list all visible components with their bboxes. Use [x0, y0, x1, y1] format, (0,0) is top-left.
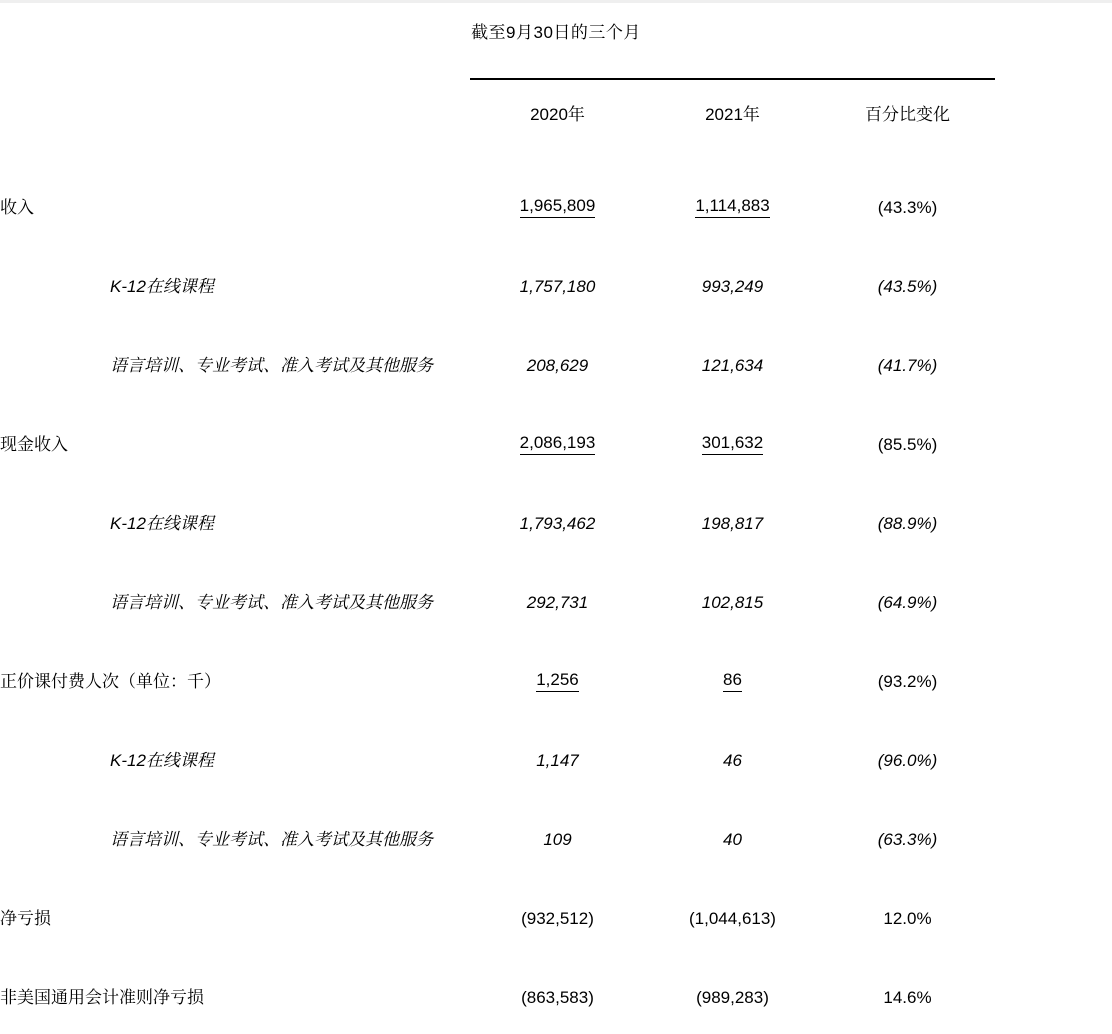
row-label: 正价课付费人次（单位：千） [0, 672, 221, 691]
row-value-2020: (932,512) [521, 909, 594, 928]
row-label: 收入 [0, 198, 34, 217]
column-header-pad [995, 94, 1112, 139]
table-row [0, 297, 1112, 376]
row-label: 非美国通用会计准则净亏损 [0, 988, 204, 1007]
table-header-rule-row [0, 79, 1112, 94]
row-pad [995, 850, 1112, 929]
table-row [0, 139, 1112, 218]
table-row [0, 850, 1112, 929]
table-row [0, 218, 1112, 297]
row-pad [995, 139, 1112, 218]
column-header-label [0, 94, 470, 139]
row-pad [995, 376, 1112, 455]
row-value-2021: 40 [723, 830, 742, 849]
underlined-value: 2,086,193 [520, 433, 596, 455]
row-label: 语言培训、专业考试、准入考试及其他服务 [110, 356, 433, 375]
row-value-2021: (1,044,613) [689, 909, 776, 928]
underlined-value: 1,965,809 [520, 196, 596, 218]
row-label: K-12在线课程 [110, 514, 214, 533]
header-rule-spacer [0, 79, 470, 94]
header-rule-2021 [645, 79, 820, 94]
column-header-2020: 2020年 [530, 105, 585, 124]
row-value-2020: 292,731 [526, 593, 589, 612]
top-edge-strip [0, 0, 1112, 3]
row-label: 语言培训、专业考试、准入考试及其他服务 [110, 593, 433, 612]
row-pad [995, 297, 1112, 376]
row-value-change: 14.6% [883, 988, 932, 1007]
row-value-change: 12.0% [883, 909, 932, 928]
row-value-2021: 102,815 [701, 593, 764, 612]
underlined-value: 1,256 [536, 670, 579, 692]
row-value-2020: 1,147 [536, 751, 579, 770]
row-pad [995, 534, 1112, 613]
row-value-2021 [645, 376, 820, 455]
row-value-2020: 109 [543, 830, 572, 849]
row-label: 现金收入 [0, 435, 68, 454]
column-header-2021: 2021年 [705, 105, 760, 124]
row-value-change: (63.3%) [877, 830, 938, 849]
header-rule-pad [995, 79, 1112, 94]
row-value-2021: 121,634 [701, 356, 764, 375]
row-label: K-12在线课程 [110, 751, 214, 770]
row-pad [995, 692, 1112, 771]
table-row [0, 613, 1112, 692]
row-value-2020: 1,757,180 [519, 277, 596, 296]
header-rule-2020 [470, 79, 645, 94]
table-header-row [0, 94, 1112, 139]
row-value-2021 [645, 139, 820, 218]
row-label: K-12在线课程 [110, 277, 214, 296]
table-row [0, 771, 1112, 850]
header-rule-change [820, 79, 995, 94]
row-value-change: (41.7%) [877, 356, 938, 375]
row-value-2021: (989,283) [696, 988, 769, 1007]
financial-summary-table [0, 78, 1112, 1008]
row-label: 语言培训、专业考试、准入考试及其他服务 [110, 830, 433, 849]
table-row [0, 455, 1112, 534]
period-title: 截至9月30日的三个月 [471, 23, 641, 42]
row-value-change: (43.3%) [877, 198, 938, 217]
row-value-change: (64.9%) [877, 593, 938, 612]
row-value-2020 [470, 376, 645, 455]
row-value-2020: 1,793,462 [519, 514, 596, 533]
table-row [0, 929, 1112, 1008]
row-value-change: (93.2%) [877, 672, 938, 691]
row-value-2020 [470, 139, 645, 218]
table-row [0, 692, 1112, 771]
underlined-value: 301,632 [702, 433, 763, 455]
row-label: 净亏损 [0, 909, 51, 928]
table-row [0, 534, 1112, 613]
row-value-2021: 46 [723, 751, 742, 770]
underlined-value: 1,114,883 [695, 196, 769, 218]
row-pad [995, 455, 1112, 534]
row-value-change: (96.0%) [877, 751, 938, 770]
row-value-2021: 993,249 [701, 277, 764, 296]
row-value-2020 [470, 613, 645, 692]
row-value-2021 [645, 613, 820, 692]
row-value-2021: 198,817 [701, 514, 764, 533]
row-pad [995, 218, 1112, 297]
row-value-change: (85.5%) [877, 435, 938, 454]
row-pad [995, 929, 1112, 1008]
underlined-value: 86 [723, 670, 742, 692]
row-value-change: (43.5%) [877, 277, 938, 296]
row-pad [995, 613, 1112, 692]
table-row [0, 376, 1112, 455]
row-value-2020: 208,629 [526, 356, 589, 375]
row-pad [995, 771, 1112, 850]
column-header-change: 百分比变化 [865, 105, 950, 124]
row-value-2020: (863,583) [521, 988, 594, 1007]
row-value-change: (88.9%) [877, 514, 938, 533]
